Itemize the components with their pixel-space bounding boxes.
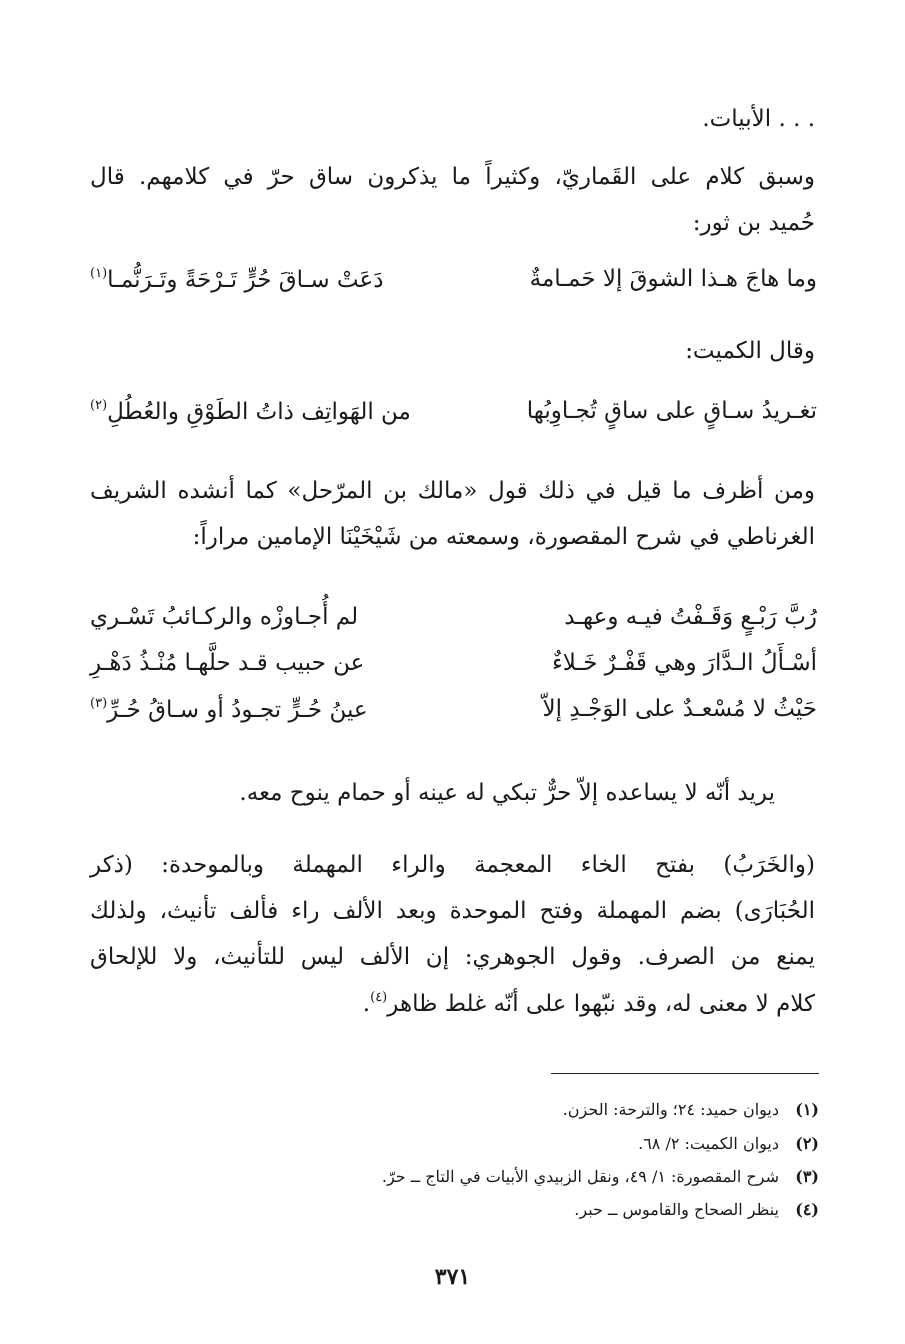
footnote-1-number: (١) [795,1100,819,1119]
body-line-7: يريد أنّه لا يساعده إلاّ حرٌّ تبكي له عينه أو حمام ينوح معه. [239,780,775,806]
verse-2-second-hemistich [90,398,411,425]
body-line-6: الغرناطي في شرح المقصورة، وسمعته من شَيْخَيْنَا الإمامين مراراً: [192,524,815,550]
footnote-2-number: (٢) [795,1134,819,1153]
verse-4-second-hemistich: عن حبيب قـد حلَّهـا مُنْـذُ دَهْـرِ [90,650,365,676]
verse-2 [90,398,817,432]
footnote-1 [90,1100,819,1119]
body-line-3: حُميد بن ثور: [692,210,815,236]
body-line-11-text: كلام لا معنى له، وقد نبّهوا على أنّه غلط ظاهر [387,991,815,1017]
footnote-4-number: (٤) [795,1200,819,1219]
verse-3 [90,604,817,638]
footnote-ref-3: (٣) [90,696,108,711]
verse-3-second-hemistich: لم أُجـاوزْه والركـائبُ تَسْـري [90,604,359,630]
verse-5-second-hemistich-text: عينُ حُـرٍّ تجـودُ أو سـاقُ حُـرِّ [107,697,368,723]
verse-5 [90,696,817,730]
verse-1-second-hemistich-text: دَعَتْ سـاقَ حُرٍّ تَـرْحَةً وتَـرَنُّمـا [107,267,384,293]
body-line-2: وسبق كلام على القَماريّ، وكثيراً ما يذكرون ساق حرّ في كلامهم. قال [90,164,815,190]
footnote-4 [90,1200,819,1219]
verse-1 [90,266,817,300]
body-line-11 [90,990,815,1019]
footnote-3 [90,1167,819,1186]
verse-5-second-hemistich [90,696,368,723]
body-line-1: . . . الأبيات. [702,106,815,132]
verse-4-first-hemistich: أسْـأَلُ الـدَّارَ وهي قَفْـرٌ خَـلاءٌ [551,650,817,676]
verse-1-second-hemistich [90,266,383,293]
page-number: ٣٧١ [434,1264,471,1290]
footnote-ref-4: (٤) [370,990,388,1005]
verse-2-first-hemistich: تغـريدُ سـاقٍ على ساقٍ تُجـاوِبُها [526,398,817,424]
verse-2-second-hemistich-text: من الهَواتِف ذاتُ الطَوْقِ والعُطُلِ [107,399,411,425]
verse-1-first-hemistich: وما هاجَ هـذا الشوقَ إلا حَمـامةٌ [529,266,817,292]
footnote-3-number: (٣) [795,1167,819,1186]
footnote-3-text: شرح المقصورة: ١/ ٤٩، ونقل الزبيدي الأبيات في التاج ــ حرّ. [381,1167,779,1186]
verse-5-first-hemistich: حَيْثُ لا مُسْعـدٌ على الوَجْـدِ إلاّ [542,696,817,722]
body-line-4: وقال الكميت: [685,338,815,364]
body-line-5: ومن أظرف ما قيل في ذلك قول «مالك بن المرّحل» كما أنشده الشريف [90,478,815,504]
footnote-separator [551,1073,819,1074]
footnote-4-text: ينظر الصحاح والقاموس ــ حبر. [574,1200,779,1219]
body-line-8: (والخَرَبُ) بفتح الخاء المعجمة والراء المهملة وبالموحدة: (ذكر [90,852,815,878]
footnote-1-text: ديوان حميد: ٢٤؛ والترحة: الحزن. [562,1100,779,1119]
footnote-2-text: ديوان الكميت: ٢/ ٦٨. [638,1134,779,1153]
verse-3-first-hemistich: رُبَّ رَبْـعٍ وَقَـفْتُ فيـه وعهـد [564,604,817,630]
body-line-11-end: . [362,991,371,1017]
verse-4 [90,650,817,684]
body-line-9: الحُبَارَى) بضم المهملة وفتح الموحدة وبعد الألف راء فألف تأنيث، ولذلك [90,898,815,924]
footnote-2 [90,1134,819,1153]
footnote-ref-2: (٢) [90,398,108,413]
body-line-10: يمنع من الصرف. وقول الجوهري: إن الألف ليس للتأنيث، ولا للإلحاق [90,944,815,970]
footnote-ref-1: (١) [90,266,108,281]
